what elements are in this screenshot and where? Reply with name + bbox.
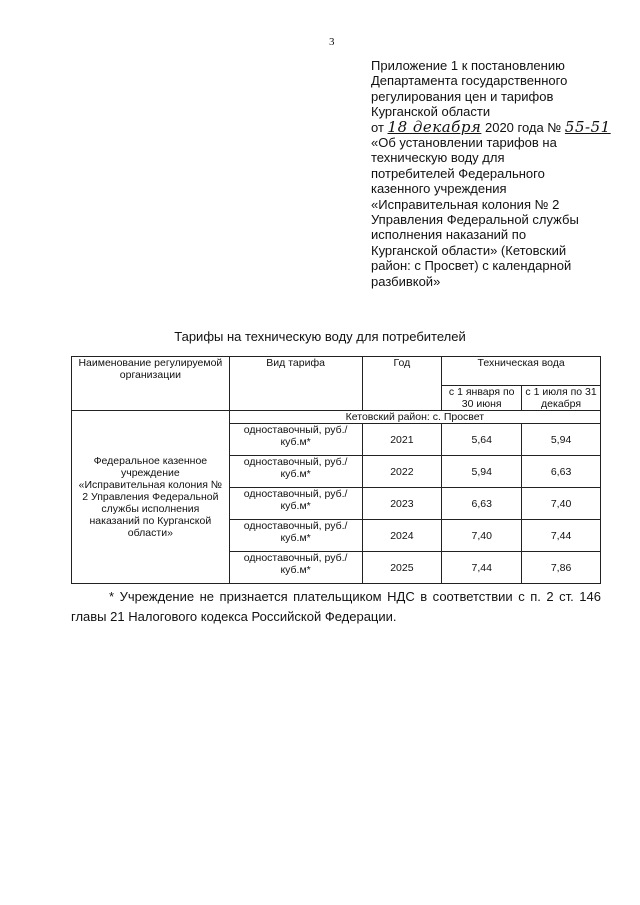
tariff-value-cell: 5,94 [522,424,601,456]
appendix-date-line [371,117,611,136]
location-cell: Кетовский район: с. Просвет [229,411,600,424]
appendix-line: Приложение 1 к постановлению [371,58,565,73]
header-tech-water: Техническая вода [442,357,601,386]
tariff-value-cell: 6,63 [442,488,522,520]
appendix-line: казенного учреждения [371,181,507,197]
year-cell: 2024 [362,520,442,552]
appendix-line: Департамента государственного [371,73,568,89]
appendix-line: Курганской области» (Кетовский [371,242,567,258]
page-number: 3 [329,36,335,48]
appendix-line: «Исправительная колония № 2 [371,196,560,212]
footnote: * Учреждение не признается плательщиком НДС в соответствии с п. 2 ст. 146 главы 21 Налогового кодекса Российской Федерации. [71,589,601,624]
year-cell: 2025 [362,552,442,584]
appendix-line: разбивкой» [371,273,441,289]
tariff-table [71,356,601,584]
header-organization: Наименование регулируемой организации [72,357,230,411]
header-period-1: с 1 января по 30 июня [442,386,522,411]
tariff-type-cell: одноставочный, руб./куб.м* [229,456,362,488]
tariff-value-cell: 5,94 [442,456,522,488]
tariff-value-cell: 7,40 [442,520,522,552]
tariff-type-cell: одноставочный, руб./куб.м* [229,488,362,520]
year-cell: 2021 [362,424,442,456]
appendix-line: потребителей Федерального [371,165,545,181]
header-year: Год [362,357,442,411]
tariff-value-cell: 7,44 [522,520,601,552]
organization-name: Федеральное казенное учреждение «Исправительная колония № 2 Управления Федеральной службы исполнения наказаний по Курганской области» [72,411,230,584]
appendix-line: техническую воду для [371,150,505,166]
appendix-line: регулирования цен и тарифов [371,88,554,104]
date-year: 2020 года № [484,119,562,135]
handwritten-number: 55-51 [564,117,611,136]
handwritten-date: 18 декабря [387,117,482,136]
appendix-line: район: с Просвет) с календарной [371,258,572,274]
header-tariff-type: Вид тарифа [229,357,362,411]
date-prefix: от [371,119,384,135]
year-cell: 2023 [362,488,442,520]
tariff-type-cell: одноставочный, руб./куб.м* [229,520,362,552]
year-cell: 2022 [362,456,442,488]
table-header-row [72,357,601,386]
tariff-value-cell: 6,63 [522,456,601,488]
appendix-header [371,58,611,289]
appendix-line: Управления Федеральной службы [371,212,579,228]
header-period-2: с 1 июля по 31 декабря [522,386,601,411]
tariff-type-cell: одноставочный, руб./куб.м* [229,552,362,584]
tariff-value-cell: 5,64 [442,424,522,456]
tariff-value-cell: 7,40 [522,488,601,520]
tariff-value-cell: 7,86 [522,552,601,584]
appendix-line: Курганской области [371,104,491,120]
table-row [72,411,601,424]
appendix-line: «Об установлении тарифов на [371,135,557,151]
appendix-line: исполнения наказаний по [371,227,527,243]
tariff-type-cell: одноставочный, руб./куб.м* [229,424,362,456]
table-title: Тарифы на техническую воду для потребителей [174,329,466,344]
tariff-value-cell: 7,44 [442,552,522,584]
